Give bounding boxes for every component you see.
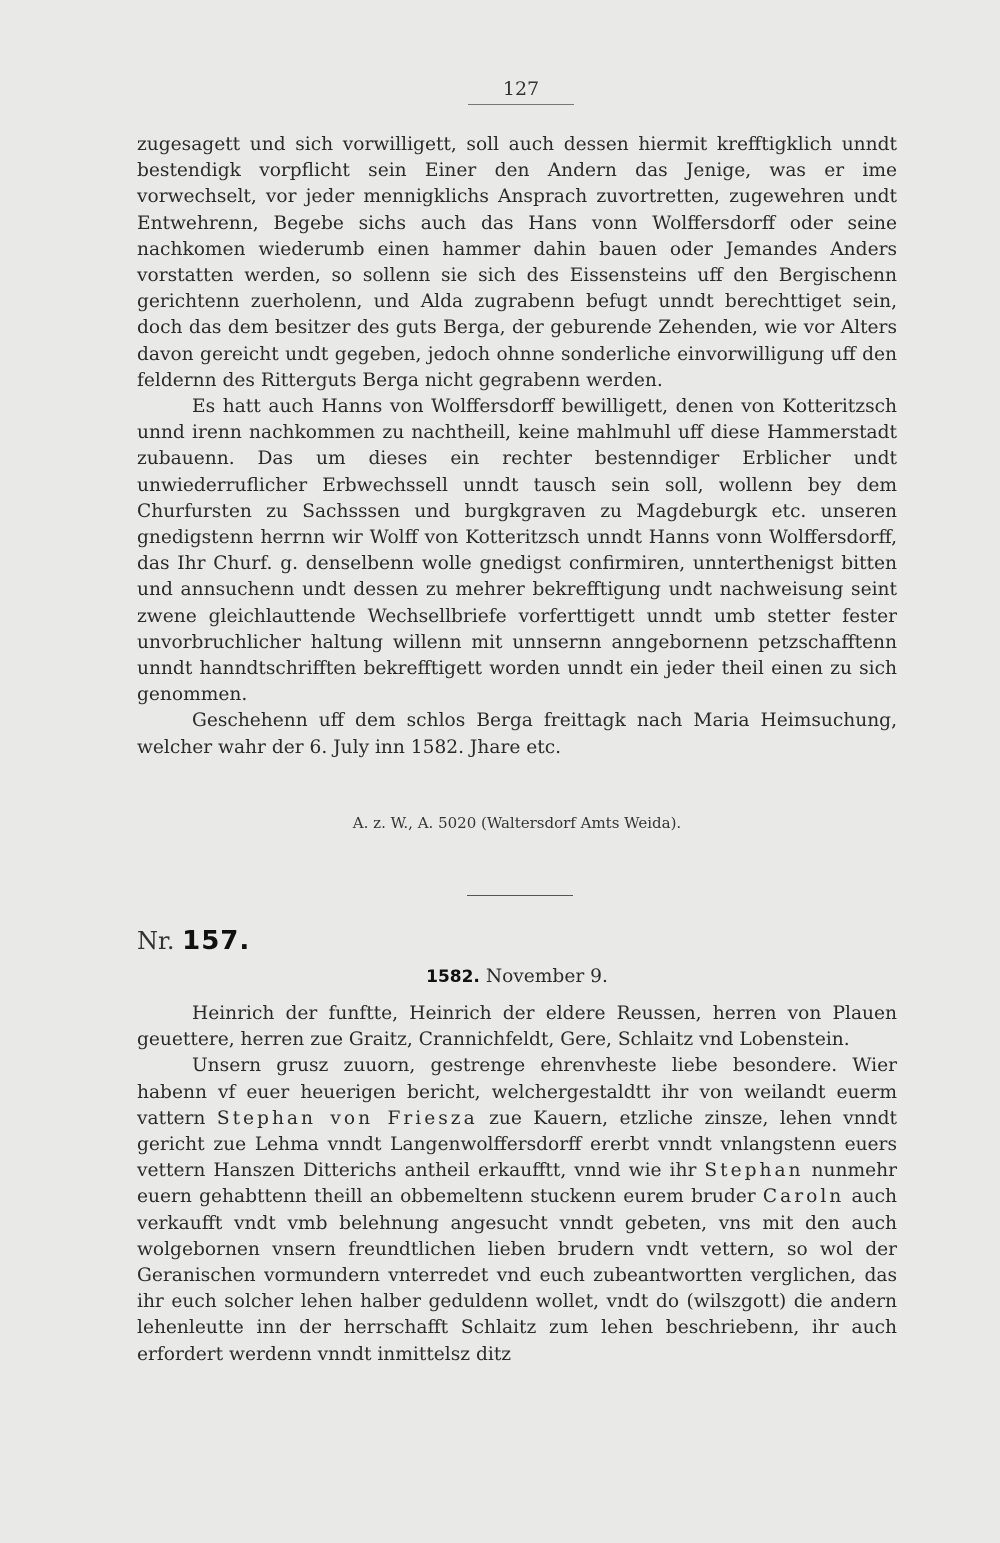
person-name: Stephan von Friesza: [216, 1107, 478, 1129]
paragraph: Es hatt auch Hanns von Wolffersdorff bewilligett, denen von Kotteritzsch unnd irenn nachkommen zu nachtheill, keine mahlmuhl uff diese Hammerstadt zubauenn. Das um dieses ein rechter bestenndiger Erblicher undt unwiederruflicher Erbwechssell unndt tausch sein soll, wollenn bey dem Churfursten zu Sachsssen und burgkgraven zu Magdeburgk etc. unseren gnedigstenn herrnn wir Wolff von Kotteritzsch unndt Hanns vonn Wolffersdorff, das Ihr Churf. g. denselbenn wolle gnedigst confirmiren, unnterthenigst bitten und annsuchenn undt dessen zu mehrer bekrefftigung undt nachweisung seint zwene gleichlauttende Wechsellbriefe vorferttigett unndt umb stetter fester unvorbruchlicher haltung willenn mit unnsernn anngebornenn petzschafftenn unndt hanndtschrifften bekrefftigett worden unndt ein jeder theil einen zu sich genommen.: [137, 396, 897, 706]
document-year: 1582.: [426, 967, 480, 987]
page-number-rule: [468, 104, 574, 105]
document-number-heading: [137, 926, 250, 956]
document-date: [137, 966, 897, 987]
document-day: November 9.: [485, 966, 608, 987]
document-number-prefix: Nr.: [137, 927, 175, 955]
section-divider: [467, 895, 573, 896]
text-run: Unsern grusz zuuorn, gestrenge ehrenvheste liebe besondere. Wier habenn vf euer heuerigen bericht, welchergestaldtt ihr von weilandt euerm vattern: [137, 1055, 897, 1129]
paragraph: [137, 1053, 897, 1367]
paragraph: zugesagett und sich vorwilligett, soll auch dessen hiermit krefftigklich unndt bestendigk vorpflicht sein Einer den Andern das Jenige, was er ime vorwechselt, vor jeder mennigklichs Ansprach zuvortretten, zugewehren undt Entwehrenn, Begebe sichs auch das Hans vonn Wolffersdorff oder seine nachkomen wiederumb einen hammer dahin bauen oder Jemandes Anders vorstatten werden, so sollenn sie sich des Eissensteins uff den Bergischenn gerichtenn zuerholenn, und Alda zugrabenn befugt unndt berechttiget sein, doch das dem besitzer des guts Berga, der geburende Zehenden, wie vor Alters davon gereicht undt gegeben, jedoch ohnne sonderliche einvorwilligung uff den feldernn des Ritterguts Berga nicht gegrabenn werden.: [137, 134, 897, 391]
document-text: [137, 1001, 897, 1368]
person-name: Stephan: [704, 1160, 804, 1182]
document-number: 157.: [182, 926, 251, 956]
archive-citation: A. z. W., A. 5020 (Waltersdorf Amts Weida).: [352, 814, 682, 832]
page-number: 127: [502, 78, 540, 100]
paragraph: Heinrich der funftte, Heinrich der eldere Reussen, herren von Plauen geuettere, herren zue Graitz, Crannichfeldt, Gere, Schlaitz vnd Lobenstein.: [137, 1003, 897, 1051]
text-run: nunmehr euern gehabttenn theill an obbemeltenn stuckenn eurem bruder: [137, 1160, 897, 1208]
text-run: auch verkaufft vndt vmb belehnung angesucht vnndt gebeten, vns mit den auch wolgebornen vnsern freundtlichen lieben brudern vndt vettern, so wol der Geranischen vormundern vnterredet vnd euch zubeantwortten verglichen, das ihr euch solcher lehen halber geduldenn wollet, vndt do (wilszgott) die andern lehenleutte inn der herrschafft Schlaitz zum lehen beschriebenn, ihr auch erfordert werdenn vnndt inmittelsz ditz: [137, 1186, 897, 1365]
text-run: zue Kauern, etzliche zinsze, lehen vnndt gericht zue Lehma vnndt Langenwolffersdorff ererbt vnndt vnlangstenn euers vettern Hanszen Ditterichs antheil erkaufftt, vnnd wie ihr: [137, 1107, 897, 1182]
person-name: Caroln: [762, 1186, 845, 1208]
paragraph: Geschehenn uff dem schlos Berga freittagk nach Maria Heimsuchung, welcher wahr der 6. July inn 1582. Jhare etc.: [137, 710, 897, 758]
continuation-text: [137, 132, 897, 761]
